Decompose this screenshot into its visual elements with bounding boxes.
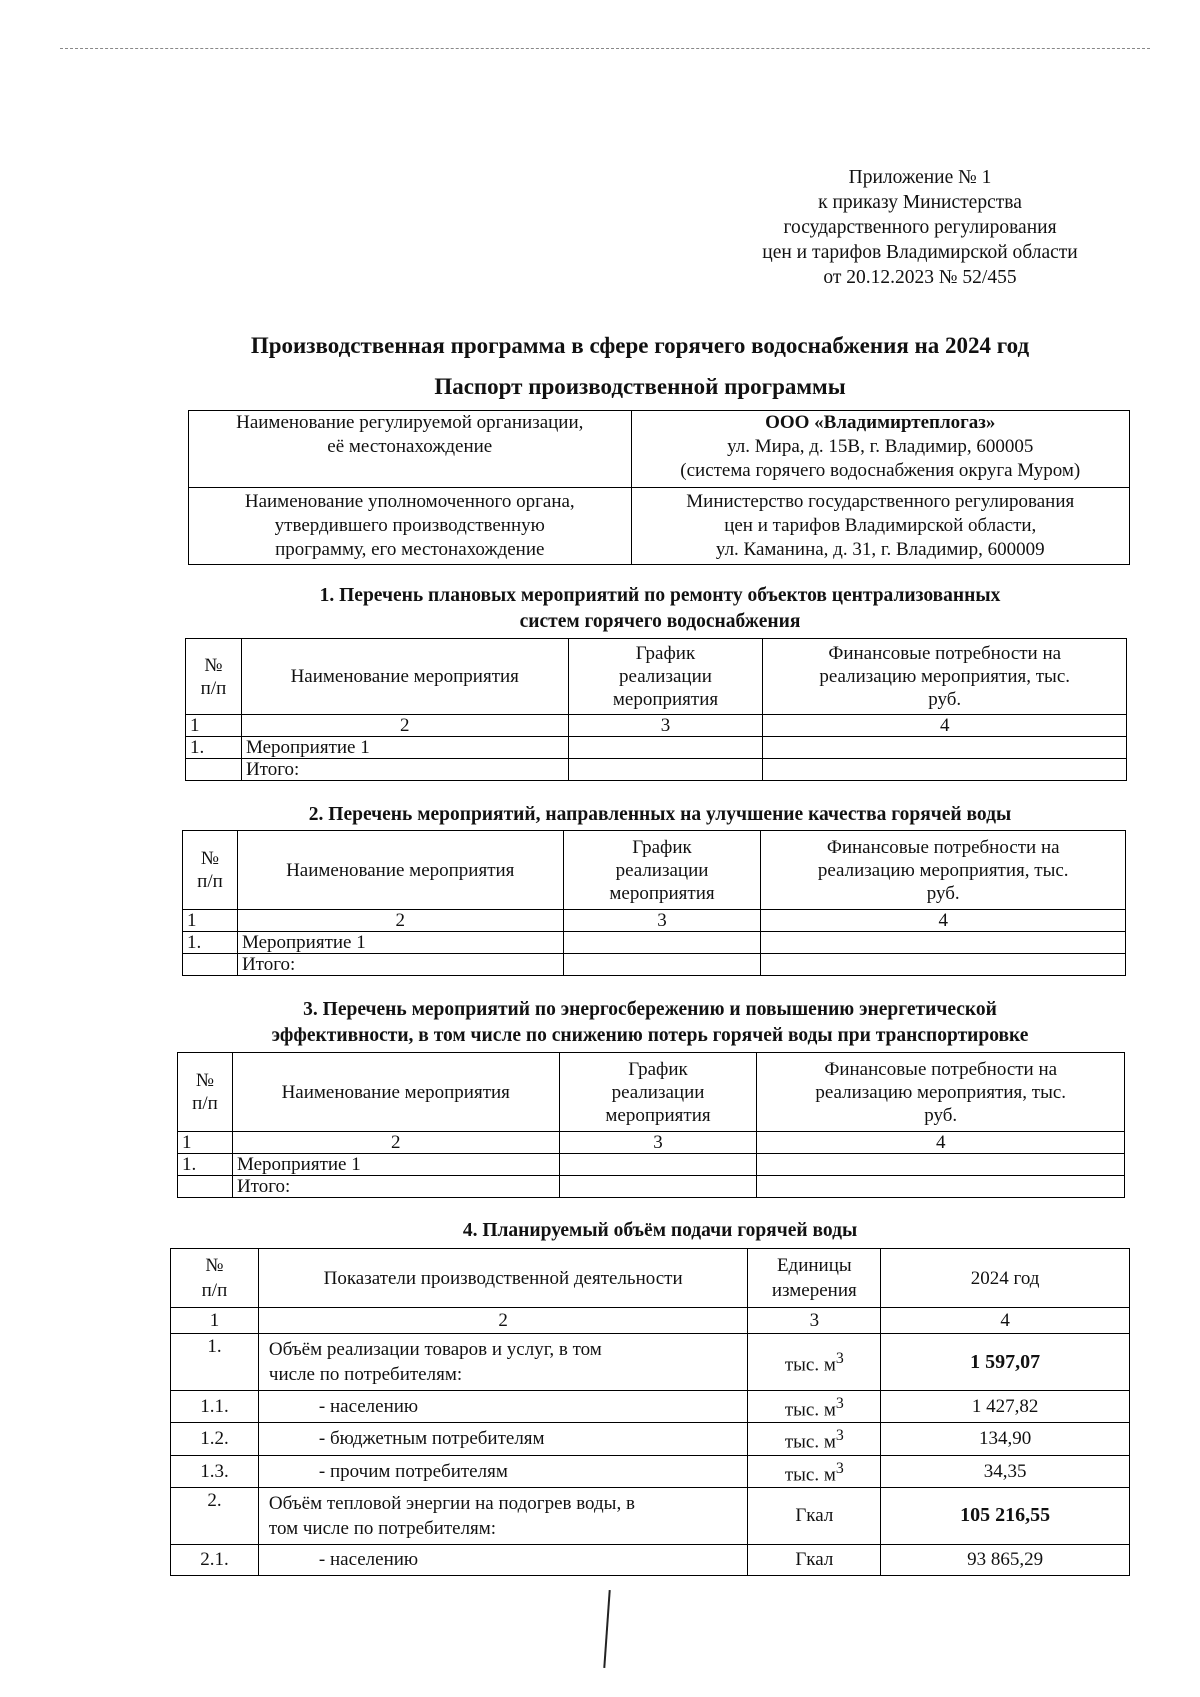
table-row <box>178 1154 1125 1176</box>
column-number: 3 <box>563 910 761 932</box>
header-text: п/п <box>201 1280 228 1301</box>
appendix-line: от 20.12.2023 № 52/455 <box>823 267 1017 288</box>
appendix-block <box>700 165 1140 290</box>
passport-label: её местонахождение <box>327 436 493 457</box>
header-number <box>171 1249 259 1308</box>
row-schedule <box>568 737 763 759</box>
section-2-table <box>182 830 1126 976</box>
unit-text: тыс. м <box>784 1431 836 1453</box>
header-text: реализацию мероприятия, тыс. <box>815 1081 1067 1103</box>
row-schedule <box>568 759 763 781</box>
header-schedule <box>563 831 761 910</box>
header-finance <box>757 1053 1125 1132</box>
row-value: 1 427,82 <box>881 1391 1130 1423</box>
header-text: № <box>204 654 223 676</box>
row-name: - населению <box>258 1544 747 1575</box>
row-finance <box>763 737 1127 759</box>
total-label: Итого: <box>232 1176 559 1198</box>
row-number: 1.2. <box>171 1423 259 1455</box>
column-number: 3 <box>748 1308 881 1334</box>
column-number: 4 <box>881 1308 1130 1334</box>
header-number <box>183 831 238 910</box>
column-number: 1 <box>183 910 238 932</box>
row-unit <box>748 1391 881 1423</box>
passport-label: Наименование уполномоченного органа, <box>244 491 575 512</box>
table-header-row <box>171 1249 1130 1308</box>
row-number: 1.3. <box>171 1455 259 1487</box>
column-number: 2 <box>258 1308 747 1334</box>
table-row <box>171 1487 1130 1544</box>
appendix-line: Приложение № 1 <box>848 167 992 188</box>
header-text: № <box>200 848 220 869</box>
organization-system: (система горячего водоснабжения округа Муром) <box>680 460 1081 481</box>
row-name-line: числе по потребителям: <box>268 1364 463 1385</box>
section-3-title <box>160 997 1140 1049</box>
column-number: 3 <box>559 1132 757 1154</box>
row-unit: Гкал <box>748 1544 881 1575</box>
unit-text: тыс. м <box>784 1399 836 1421</box>
authority-name-cont: цен и тарифов Владимирской области, <box>724 515 1037 536</box>
section-3-title-line: 3. Перечень мероприятий по энергосбережению и повышению энергетической <box>303 999 997 1020</box>
column-number: 2 <box>237 910 563 932</box>
header-text: руб. <box>928 689 962 710</box>
header-text: № <box>205 1255 224 1276</box>
header-text: реализацию мероприятия, тыс. <box>817 859 1069 881</box>
header-text: реализацию мероприятия, тыс. <box>819 666 1071 687</box>
passport-label-cell <box>189 411 632 488</box>
column-number: 1 <box>186 715 242 737</box>
header-text: руб. <box>926 882 960 904</box>
section-4-table <box>170 1248 1130 1576</box>
row-number: 1. <box>183 932 238 954</box>
row-unit <box>748 1334 881 1391</box>
document-title: Производственная программа в сфере горячего водоснабжения на 2024 год <box>250 333 1030 358</box>
row-name: Мероприятие 1 <box>241 737 568 759</box>
header-finance <box>763 639 1127 715</box>
row-name: Мероприятие 1 <box>237 932 563 954</box>
total-label: Итого: <box>237 954 563 976</box>
row-number: 2.1. <box>171 1544 259 1575</box>
row-finance <box>757 1154 1125 1176</box>
header-text: п/п <box>192 1093 218 1114</box>
section-1-title-line: 1. Перечень плановых мероприятий по ремонту объектов централизованных <box>319 585 1001 606</box>
table-header-row <box>178 1053 1125 1132</box>
column-number: 1 <box>178 1132 233 1154</box>
row-unit: Гкал <box>748 1487 881 1544</box>
header-text: Финансовые потребности на <box>828 643 1062 664</box>
unit-superscript: 3 <box>835 1427 844 1445</box>
passport-row-organization <box>189 411 1130 488</box>
header-text: измерения <box>771 1280 857 1301</box>
row-finance <box>761 932 1126 954</box>
header-text: График <box>635 643 696 664</box>
row-value: 105 216,55 <box>881 1487 1130 1544</box>
header-text: руб. <box>924 1104 958 1126</box>
section-1-title-line: систем горячего водоснабжения <box>519 611 801 632</box>
unit-superscript: 3 <box>835 1395 844 1412</box>
header-text: Единицы <box>776 1255 852 1276</box>
row-number <box>183 954 238 976</box>
header-text: реализации <box>611 1081 705 1103</box>
header-text: п/п <box>197 871 223 892</box>
row-value: 34,35 <box>881 1455 1130 1487</box>
total-label: Итого: <box>241 759 568 781</box>
row-name: Мероприятие 1 <box>232 1154 559 1176</box>
header-text: мероприятия <box>612 689 719 710</box>
header-name: Наименование мероприятия <box>232 1053 559 1132</box>
row-name: - бюджетным потребителям <box>258 1423 747 1455</box>
row-value: 93 865,29 <box>881 1544 1130 1575</box>
organization-name: ООО «Владимиртеплогаз» <box>765 412 996 433</box>
row-name <box>258 1487 747 1544</box>
section-3-table <box>177 1052 1125 1198</box>
scan-top-edge <box>60 48 1150 49</box>
total-row <box>186 759 1127 781</box>
header-text: График <box>632 836 692 858</box>
pen-mark <box>603 1590 610 1668</box>
header-number <box>186 639 242 715</box>
total-row <box>178 1176 1125 1198</box>
column-number-row <box>183 910 1126 932</box>
row-schedule <box>559 1154 757 1176</box>
passport-value-cell <box>631 488 1129 565</box>
column-number: 3 <box>568 715 763 737</box>
column-number: 4 <box>757 1132 1125 1154</box>
row-schedule <box>563 932 761 954</box>
table-row <box>186 737 1127 759</box>
row-schedule <box>563 954 761 976</box>
unit-superscript: 3 <box>835 1459 844 1477</box>
header-text: п/п <box>200 677 227 699</box>
section-4-title-line: 4. Планируемый объём подачи горячей воды <box>462 1220 858 1241</box>
table-row <box>171 1423 1130 1455</box>
row-unit <box>748 1423 881 1455</box>
table-row <box>171 1334 1130 1391</box>
section-4-title <box>180 1218 1140 1244</box>
column-number: 2 <box>232 1132 559 1154</box>
table-row <box>171 1391 1130 1423</box>
appendix-line: к приказу Министерства <box>818 192 1022 213</box>
passport-label: Наименование регулируемой организации, <box>236 412 584 433</box>
section-3-title-line: эффективности, в том числе по снижению потерь горячей воды при транспортировке <box>271 1025 1029 1046</box>
header-text: График <box>628 1058 688 1080</box>
section-2-title-line: 2. Перечень мероприятий, направленных на улучшение качества горячей воды <box>308 804 1012 825</box>
header-number <box>178 1053 233 1132</box>
header-schedule <box>559 1053 757 1132</box>
header-text: Финансовые потребности на <box>826 836 1060 858</box>
header-text: Финансовые потребности на <box>824 1058 1058 1080</box>
section-1-table <box>185 638 1127 781</box>
row-schedule <box>559 1176 757 1198</box>
column-number: 2 <box>241 715 568 737</box>
header-unit <box>748 1249 881 1308</box>
row-name-line: Объём реализации товаров и услуг, в том <box>268 1339 602 1360</box>
passport-label: утвердившего производственную <box>274 515 545 536</box>
row-finance <box>763 759 1127 781</box>
column-number-row <box>171 1308 1130 1334</box>
passport-row-authority <box>189 488 1130 565</box>
row-number: 1. <box>186 737 242 759</box>
passport-value-cell <box>631 411 1129 488</box>
column-number-row <box>178 1132 1125 1154</box>
header-text: № <box>195 1070 215 1091</box>
organization-address: ул. Мира, д. 15В, г. Владимир, 600005 <box>727 436 1034 457</box>
header-name: Наименование мероприятия <box>241 639 568 715</box>
appendix-line: государственного регулирования <box>783 217 1057 238</box>
table-header-row <box>183 831 1126 910</box>
unit-text: тыс. м <box>784 1354 836 1376</box>
column-number: 1 <box>171 1308 259 1334</box>
header-text: мероприятия <box>605 1104 711 1126</box>
row-name-line: Объём тепловой энергии на подогрев воды, в <box>268 1492 635 1514</box>
row-name: - прочим потребителям <box>258 1455 747 1487</box>
row-number <box>186 759 242 781</box>
header-text: реализации <box>619 666 712 687</box>
authority-name: Министерство государственного регулирования <box>686 491 1075 512</box>
authority-address: ул. Каманина, д. 31, г. Владимир, 600009 <box>715 539 1045 560</box>
unit-superscript: 3 <box>835 1350 844 1368</box>
header-finance <box>761 831 1126 910</box>
header-schedule <box>568 639 763 715</box>
passport-table <box>188 410 1130 565</box>
header-year: 2024 год <box>881 1249 1130 1308</box>
section-2-title <box>180 802 1140 828</box>
row-name-line: том числе по потребителям: <box>268 1517 497 1539</box>
passport-label-cell <box>189 488 632 565</box>
row-finance <box>757 1176 1125 1198</box>
row-finance <box>761 954 1126 976</box>
column-number-row <box>186 715 1127 737</box>
row-number: 1. <box>171 1334 259 1391</box>
header-text: мероприятия <box>609 882 715 904</box>
row-value: 134,90 <box>881 1423 1130 1455</box>
header-name: Наименование мероприятия <box>237 831 563 910</box>
header-text: реализации <box>615 859 709 881</box>
document-subtitle: Паспорт производственной программы <box>434 374 846 399</box>
table-row <box>171 1455 1130 1487</box>
appendix-line: цен и тарифов Владимирской области <box>762 242 1078 263</box>
row-number <box>178 1176 233 1198</box>
row-number: 1.1. <box>171 1391 259 1423</box>
total-row <box>183 954 1126 976</box>
row-unit <box>748 1455 881 1487</box>
passport-label: программу, его местонахождение <box>275 539 545 560</box>
column-number: 4 <box>763 715 1127 737</box>
table-header-row <box>186 639 1127 715</box>
header-indicator: Показатели производственной деятельности <box>258 1249 747 1308</box>
row-name: - населению <box>258 1391 747 1423</box>
row-value: 1 597,07 <box>881 1334 1130 1391</box>
section-1-title <box>180 583 1140 635</box>
unit-text: тыс. м <box>784 1463 836 1485</box>
table-row <box>171 1544 1130 1575</box>
column-number: 4 <box>761 910 1126 932</box>
row-number: 1. <box>178 1154 233 1176</box>
row-name <box>258 1334 747 1391</box>
table-row <box>183 932 1126 954</box>
row-number: 2. <box>171 1487 259 1544</box>
